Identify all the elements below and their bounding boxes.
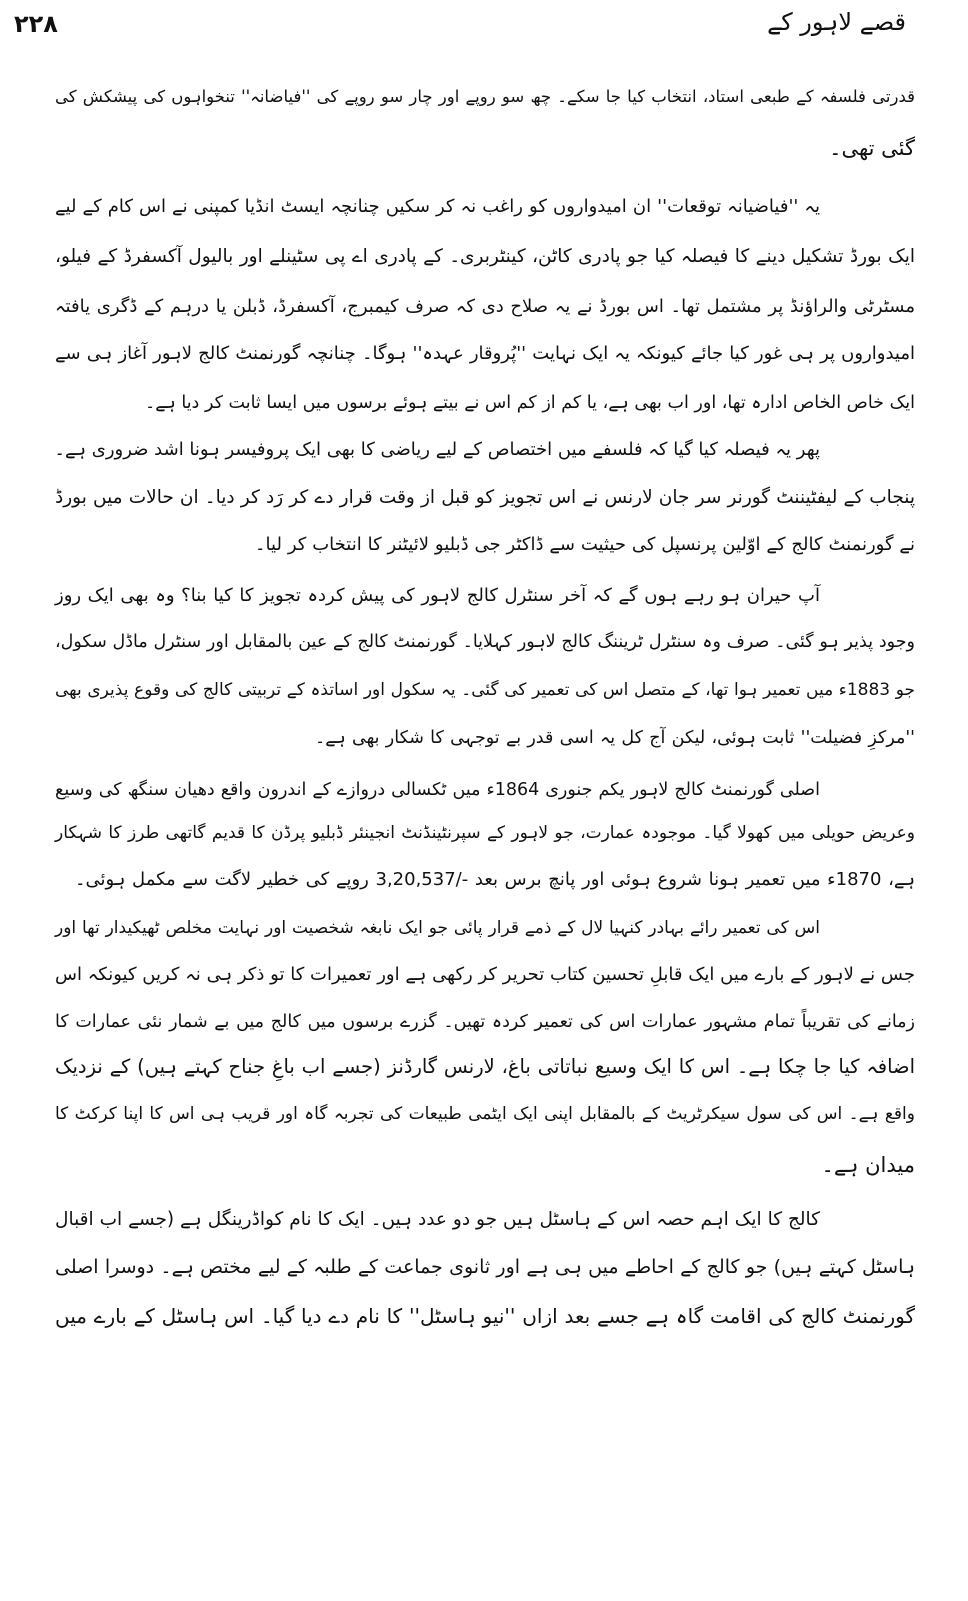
text-line: گئی تھی۔ <box>829 136 915 160</box>
text-line: اضافہ کیا جا چکا ہے۔ اس کا ایک وسیع نباتاتی باغ، لارنس گارڈنز (جسے اب باغِ جناح کہتے ہیں) کے نزدیک <box>55 1055 915 1078</box>
text-line: مسٹرٹی والراؤنڈ پر مشتمل تھا۔ اس بورڈ نے یہ صلاح دی کہ صرف کیمبرج، آکسفرڈ، ڈبلن یا درہم کے ڈگری یافتہ <box>55 296 915 317</box>
text-line: جو 1883ء میں تعمیر ہوا تھا، کے متصل اس کی تعمیر کی گئی۔ یہ سکول اور اساتذہ کے تربیتی کالج کی وقوع پذیری بھی <box>55 680 915 700</box>
text-line: زمانے کی تقریباً تمام مشہور عمارات اس کی تعمیر کردہ تھیں۔ گزرے برسوں میں کالج میں بے شمار نئی عمارات کا <box>55 1012 915 1032</box>
text-line: نے گورنمنٹ کالج کے اوّلین پرنسپل کی حیثیت سے ڈاکٹر جی ڈبلیو لائیٹنر کا انتخاب کر لیا۔ <box>255 534 915 555</box>
text-line: میدان ہے۔ <box>821 1153 915 1177</box>
text-line: ''مرکزِ فضیلت'' ثابت ہوئی، لیکن آج کل یہ اسی قدر بے توجہی کا شکار بھی ہے۔ <box>315 728 915 748</box>
text-line: قدرتی فلسفہ کے طبعی استاد، انتخاب کیا جا سکے۔ چھ سو روپے اور چار سو روپے کی ''فیاضانہ'' تنخواہوں کی پیشکش کی <box>55 87 915 106</box>
text-line: یہ ''فیاضیانہ توقعات'' ان امیدواروں کو راغب نہ کر سکیں چنانچہ ایسٹ انڈیا کمپنی نے اس کام کے لیے <box>55 196 820 217</box>
text-line: پنجاب کے لیفٹیننٹ گورنر سر جان لارنس نے اس تجویز کو قبل از وقت قرار دے کر رَد کر دیا۔ ان حالات میں بورڈ <box>55 487 915 508</box>
text-line: اس کی تعمیر رائے بہادر کنہیا لال کے ذمے قرار پائی جو ایک نابغہ شخصیت اور نہایت مخلص ٹھیکیدار تھا اور <box>55 918 820 938</box>
running-header-title: قصے لاہور کے <box>767 8 906 36</box>
page-number: ۲۲۸ <box>14 10 58 38</box>
text-line: پھر یہ فیصلہ کیا گیا کہ فلسفے میں اختصاص کے لیے ریاضی کا بھی ایک پروفیسر ہونا اشد ضروری ہے۔ <box>54 439 820 460</box>
text-line: ہاسٹل کہتے ہیں) جو کالج کے احاطے میں ہی ہے اور ثانوی جماعت کے طلبہ کے لیے مختص ہے۔ دوسرا اصلی <box>55 1256 915 1278</box>
text-line: آپ حیران ہو رہے ہوں گے کہ آخر سنٹرل کالج لاہور کی پیش کردہ تجویز کا کیا بنا؟ وہ بھی ایک روز <box>55 585 820 606</box>
text-line: وعریض حویلی میں کھولا گیا۔ موجودہ عمارت، جو لاہور کے سپرنٹینڈنٹ انجینئر ڈبلیو پرڈن کا قدیم گاتھی طرز کا شہکار <box>55 823 915 843</box>
text-line: گورنمنٹ کالج کی اقامت گاہ ہے جسے بعد ازاں ''نیو ہاسٹل'' کا نام دے دیا گیا۔ اس ہاسٹل کے بارے میں <box>55 1304 915 1328</box>
text-line: اصلی گورنمنٹ کالج لاہور یکم جنوری 1864ء میں ٹکسالی دروازے کے اندرون واقع دھیان سنگھ کی وسیع <box>55 780 820 800</box>
text-line: کالج کا ایک اہم حصہ اس کے ہاسٹل ہیں جو دو عدد ہیں۔ ایک کا نام کواڈرینگل ہے (جسے اب اقبال <box>55 1209 820 1230</box>
text-line: ایک خاص الخاص ادارہ تھا، اور اب بھی ہے، یا کم از کم اس نے بیتے ہوئے برسوں میں ایسا ثابت کر دیا ہے۔ <box>145 393 915 413</box>
text-line: واقع ہے۔ اس کی سول سیکرٹریٹ کے بالمقابل اپنی ایک ایٹمی طبیعات کی تجربہ گاہ اور قریب ہی اس کا اپنا کرکٹ کا <box>55 1104 915 1124</box>
text-line: ایک بورڈ تشکیل دینے کا فیصلہ کیا جو پادری کاٹن، کینٹربری۔ کے پادری اے پی سٹینلے اور بالیول آکسفرڈ کے فیلو، <box>55 246 915 267</box>
text-line: وجود پذیر ہو گئی۔ صرف وہ سنٹرل ٹریننگ کالج لاہور کہلایا۔ گورنمنٹ کالج کے عین بالمقابل اور سنٹرل ماڈل سکول، <box>55 632 915 652</box>
text-line: امیدواروں پر ہی غور کیا جائے کیونکہ یہ ایک نہایت ''پُروقار عہدہ'' ہوگا۔ چنانچہ گورنمنٹ کالج لاہور آغاز ہی سے <box>55 343 915 364</box>
text-line: ہے، 1870ء میں تعمیر ہونا شروع ہوئی اور پانچ برس بعد -/3,20,537 روپے کی خطیر لاگت سے مکمل ہوئی۔ <box>75 869 916 890</box>
text-line: جس نے لاہور کے بارے میں ایک قابلِ تحسین کتاب تحریر کر رکھی ہے اور تعمیرات کا تو ذکر ہی نہ کریں کیونکہ اس <box>55 964 915 985</box>
